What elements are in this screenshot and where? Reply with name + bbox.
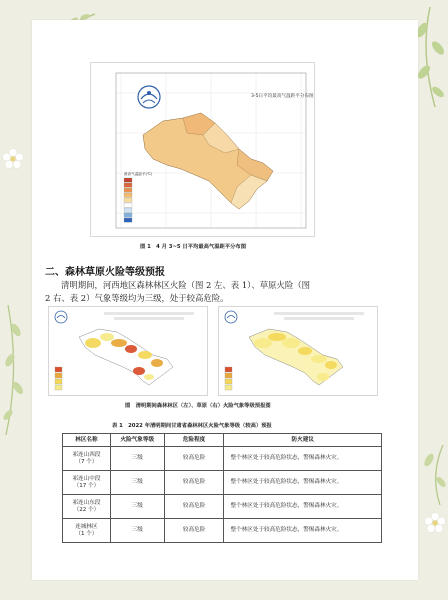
legend-swatch <box>55 367 62 372</box>
fire-danger-patch <box>317 373 329 381</box>
fire-danger-patch <box>254 338 272 348</box>
section-title: 二、森林草原火险等级预报 <box>45 267 165 278</box>
legend-title: 最高气温距平(℃) <box>124 172 153 176</box>
header-fire-level: 火险气象等级 <box>110 434 164 447</box>
forest-count: （1 个） <box>75 530 98 537</box>
fire-danger-patch <box>268 333 286 341</box>
legend-swatch <box>124 213 132 217</box>
table1-caption: 表 1 2022 年清明期间甘肃省森林林区火险气象等级（较高）预报 <box>112 423 272 429</box>
table-row <box>63 447 382 471</box>
legend-swatch <box>55 373 62 378</box>
fire-danger-patch <box>133 367 145 375</box>
fire-level-cell: 三级 <box>110 495 164 519</box>
fire-danger-patch <box>100 333 114 341</box>
leaf-sprig-left <box>0 300 30 440</box>
body-paragraph-line2: 2 右、表 2）气象等级均为三级，处于较高危险。 <box>45 293 229 303</box>
legend-swatch <box>225 373 232 378</box>
legend-swatch <box>124 188 132 192</box>
fire-danger-patch <box>85 338 101 348</box>
figure1-caption: 图 1 4 月 3~5 日平均最高气温距平分布图 <box>140 244 247 250</box>
advice-cell: 整个林区处于较高危险状态，警惕森林火灾。 <box>224 447 382 471</box>
fire-danger-patch <box>138 351 152 359</box>
fire-danger-patch <box>282 338 300 348</box>
legend-swatch <box>124 193 132 197</box>
advice-cell: 整个林区处于较高危险状态，警惕森林火灾。 <box>224 471 382 495</box>
province-shape <box>143 113 273 209</box>
meteorological-bureau-logo <box>138 86 160 108</box>
forest-map-legend <box>55 367 62 390</box>
forest-fire-forecast-table <box>62 433 382 543</box>
forest-count: （17 个） <box>73 482 100 489</box>
forest-name-cell <box>63 519 111 543</box>
legend-swatch <box>124 208 132 212</box>
forest-count: （22 个） <box>73 506 100 513</box>
grassland-fire-danger-map <box>218 306 378 396</box>
temperature-anomaly-map-graphic <box>91 63 316 238</box>
legend-swatch <box>124 203 132 207</box>
danger-cell: 较高危险 <box>164 519 224 543</box>
danger-cell: 较高危险 <box>164 495 224 519</box>
fire-danger-patch <box>125 345 137 353</box>
table-header-row <box>63 434 382 447</box>
grassland-fire-map-graphic <box>219 307 379 397</box>
legend-swatch <box>55 385 62 390</box>
legend-swatch <box>124 178 132 182</box>
flower-icon-left <box>2 148 24 170</box>
forest-name-cell <box>63 447 111 471</box>
forest-name: 祁连山西段 <box>72 451 101 458</box>
forest-name-cell <box>63 471 111 495</box>
fire-danger-patch <box>325 361 337 369</box>
legend-swatch <box>124 198 132 202</box>
forest-name-cell <box>63 495 111 519</box>
forest-name: 连城林区 <box>75 523 98 530</box>
body-paragraph-line1: 清明期间，河西地区森林林区火险（图 2 左、表 1）、草原火险（图 <box>61 280 310 290</box>
forest-count: （7 个） <box>75 458 98 465</box>
advice-cell: 整个林区处于较高危险状态，警惕森林火灾。 <box>224 519 382 543</box>
header-danger-degree: 危险程度 <box>164 434 224 447</box>
legend-swatch <box>55 379 62 384</box>
fire-level-cell: 三级 <box>110 519 164 543</box>
legend-swatch <box>225 385 232 390</box>
fire-danger-patch <box>298 347 312 355</box>
legend-swatch <box>225 379 232 384</box>
flower-icon-right <box>424 512 446 534</box>
figure1-map-title: 3-5日平均最高气温距平分布图 <box>251 94 314 99</box>
grassland-map-legend <box>225 367 232 390</box>
danger-cell: 较高危险 <box>164 447 224 471</box>
fire-level-cell: 三级 <box>110 471 164 495</box>
forest-name: 祁连山东段 <box>72 499 101 506</box>
table-row <box>63 495 382 519</box>
table-row <box>63 519 382 543</box>
header-advice: 防火建议 <box>224 434 382 447</box>
table-row <box>63 471 382 495</box>
danger-cell: 较高危险 <box>164 471 224 495</box>
fire-level-cell: 三级 <box>110 447 164 471</box>
fire-danger-patch <box>111 339 127 347</box>
legend-swatch <box>124 183 132 187</box>
forest-fire-map-graphic <box>49 307 209 397</box>
forest-fire-danger-map <box>48 306 208 396</box>
legend-swatch <box>124 218 132 222</box>
temperature-anomaly-map <box>90 62 315 237</box>
figure2-caption: 图 清明期间森林林区（左）、草原（右）火险气象等级预报图 <box>125 403 271 409</box>
fire-danger-patch <box>151 359 163 367</box>
fire-danger-patch <box>144 374 154 380</box>
legend-swatch <box>225 367 232 372</box>
temperature-legend <box>124 171 153 222</box>
forest-name: 祁连山中段 <box>72 475 101 482</box>
fire-danger-patch <box>311 355 327 363</box>
advice-cell: 整个林区处于较高危险状态，警惕森林火灾。 <box>224 495 382 519</box>
header-forest-name: 林区名称 <box>63 434 111 447</box>
